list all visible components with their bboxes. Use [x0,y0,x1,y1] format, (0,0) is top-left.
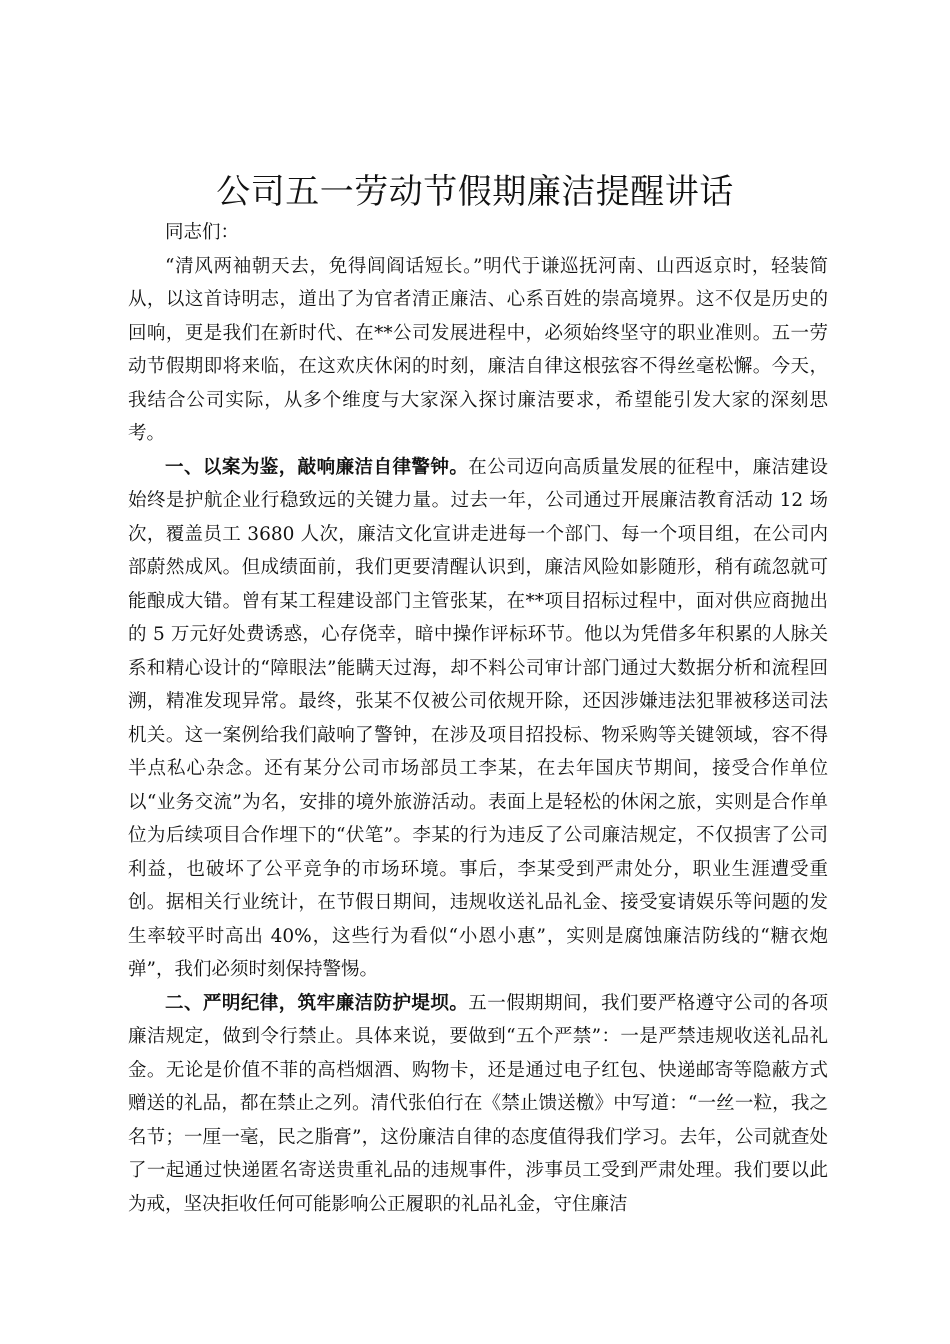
document-body [128,216,828,1221]
paragraph-text: 五一假期期间，我们要严格遵守公司的各项廉洁规定，做到令行禁止。具体来说，要做到“五个严禁”：一是严禁违规收送礼品礼金。无论是价值不菲的高档烟酒、购物卡，还是通过电子红包、快递邮寄等隐蔽方式赠送的礼品，都在禁止之列。清代张伯行在《禁止馈送檄》中写道：“一丝一粒，我之名节；一厘一毫，民之脂膏”，这份廉洁自律的态度值得我们学习。去年，公司就查处了一起通过快递匿名寄送贵重礼品的违规事件，涉事员工受到严肃处理。我们要以此为戒，坚决拒收任何可能影响公正履职的礼品礼金，守住廉洁 [128,992,828,1215]
section-heading: 一、以案为鉴，敲响廉洁自律警钟。 [165,456,469,478]
paragraph-text: “清风两袖朝天去，免得闾阎话短长。”明代于谦巡抚河南、山西返京时，轻装简从，以这首诗明志，道出了为官者清正廉洁、心系百姓的崇高境界。这不仅是历史的回响，更是我们在新时代、在**公司发展进程中，必须始终坚守的职业准则。五一劳动节假期即将来临，在这欢庆休闲的时刻，廉洁自律这根弦容不得丝毫松懈。今天，我结合公司实际，从多个维度与大家深入探讨廉洁要求，希望能引发大家的深刻思考。 [128,255,828,444]
greeting: 同志们： [165,222,240,243]
paragraph-section-2 [128,987,828,1222]
paragraph-text: 在公司迈向高质量发展的征程中，廉洁建设始终是护航企业行稳致远的关键力量。过去一年，公司通过开展廉洁教育活动 12 场次，覆盖员工 3680 人次，廉洁文化宣讲走进每一个部门、每一个项目组，在公司内部蔚然成风。但成绩面前，我们更要清醒认识到，廉洁风险如影随形，稍有疏忽就可能酿成大错。曾有某工程建设部门主管张某，在**项目招标过程中，面对供应商抛出的 5 万元好处费诱惑，心存侥幸，暗中操作评标环节。他以为凭借多年积累的人脉关系和精心设计的“障眼法”能瞒天过海，却不料公司审计部门通过大数据分析和流程回溯，精准发现异常。最终，张某不仅被公司依规开除，还因涉嫌违法犯罪被移送司法机关。这一案例给我们敲响了警钟，在涉及项目招投标、物采购等关键领域，容不得半点私心杂念。还有某分公司市场部员工李某，在去年国庆节期间，接受合作单位以“业务交流”为名，安排的境外旅游活动。表面上是轻松的休闲之旅，实则是合作单位为后续项目合作埋下的“伏笔”。李某的行为违反了公司廉洁规定，不仅损害了公司利益，也破坏了公平竞争的市场环境。事后，李某受到严肃处分，职业生涯遭受重创。据相关行业统计，在节假日期间，违规收送礼品礼金、接受宴请娱乐等问题的发生率较平时高出 40%，这些行为看似“小恩小惠”，实则是腐蚀廉洁防线的“糖衣炮弹”，我们必须时刻保持警惕。 [128,456,828,980]
paragraph-intro [128,250,828,451]
paragraph-section-1 [128,451,828,987]
section-heading: 二、严明纪律，筑牢廉洁防护堤坝。 [165,992,469,1014]
document-title: 公司五一劳动节假期廉洁提醒讲话 [216,172,734,212]
